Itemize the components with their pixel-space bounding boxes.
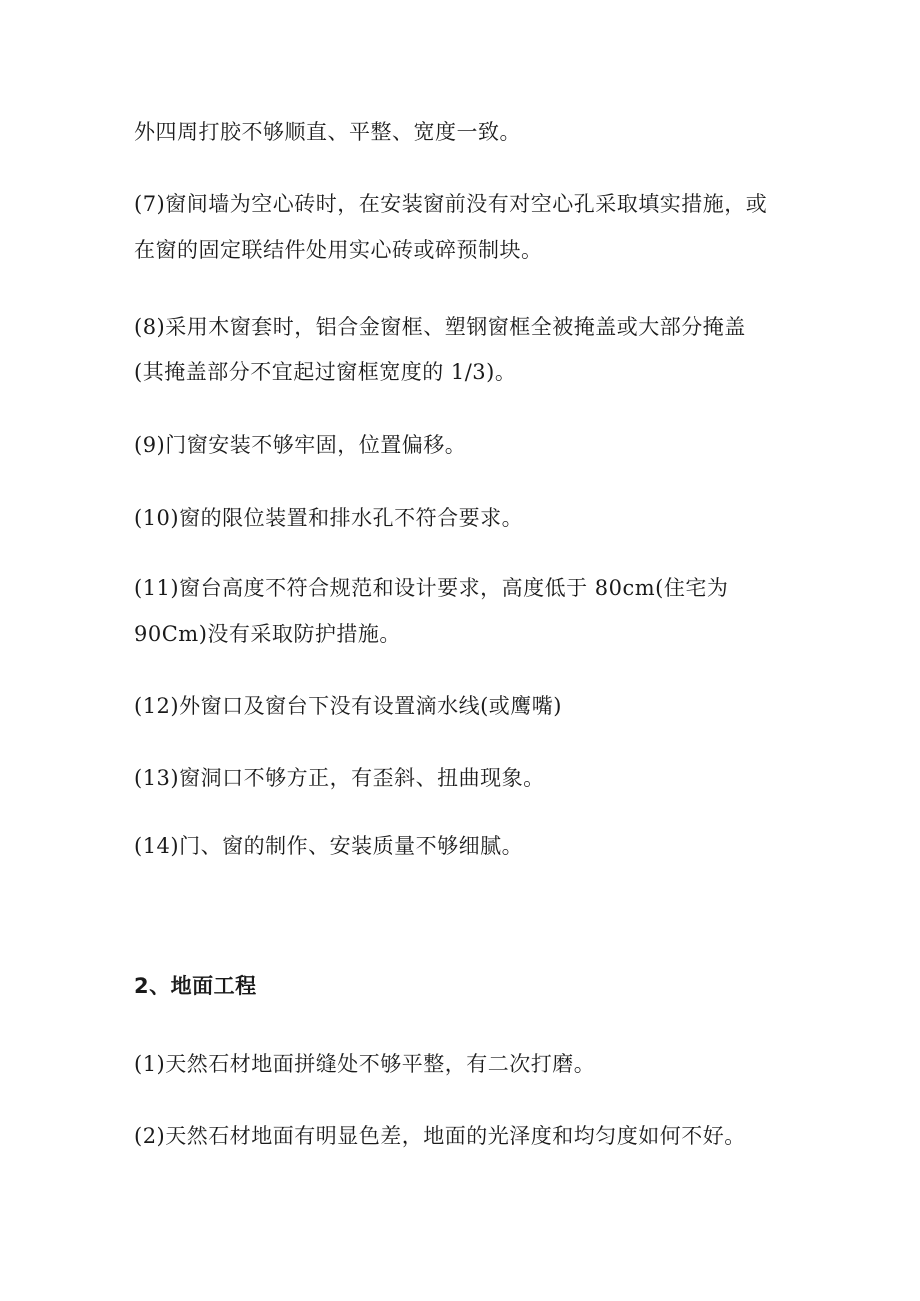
paragraph-line: (9)门窗安装不够牢固，位置偏移。	[134, 433, 467, 457]
paragraph-line: (1)天然石材地面拼缝处不够平整，有二次打磨。	[134, 1052, 596, 1076]
paragraph-line: (11)窗台高度不符合规范和设计要求，高度低于 80cm(住宅为	[134, 576, 729, 600]
paragraph-line: 外四周打胶不够顺直、平整、宽度一致。	[134, 120, 521, 144]
section-heading: 2、地面工程	[134, 974, 257, 998]
paragraph-line: (12)外窗口及窗台下没有设置滴水线(或鹰嘴)	[134, 694, 562, 718]
paragraph-line: (7)窗间墙为空心砖时，在安装窗前没有对空心孔采取填实措施，或	[134, 192, 768, 216]
paragraph-line: 在窗的固定联结件处用实心砖或碎预制块。	[134, 238, 543, 262]
paragraph-line: (13)窗洞口不够方正，有歪斜、扭曲现象。	[134, 766, 545, 790]
paragraph-line: (2)天然石材地面有明显色差，地面的光泽度和均匀度如何不好。	[134, 1124, 746, 1148]
paragraph-line: 90Cm)没有采取防护措施。	[134, 622, 401, 646]
paragraph-line: (8)采用木窗套时，铝合金窗框、塑钢窗框全被掩盖或大部分掩盖	[134, 315, 746, 339]
paragraph-line: (14)门、窗的制作、安装质量不够细腻。	[134, 834, 524, 858]
paragraph-line: (其掩盖部分不宜起过窗框宽度的 1/3)。	[134, 360, 517, 384]
paragraph-line: (10)窗的限位装置和排水孔不符合要求。	[134, 506, 524, 530]
